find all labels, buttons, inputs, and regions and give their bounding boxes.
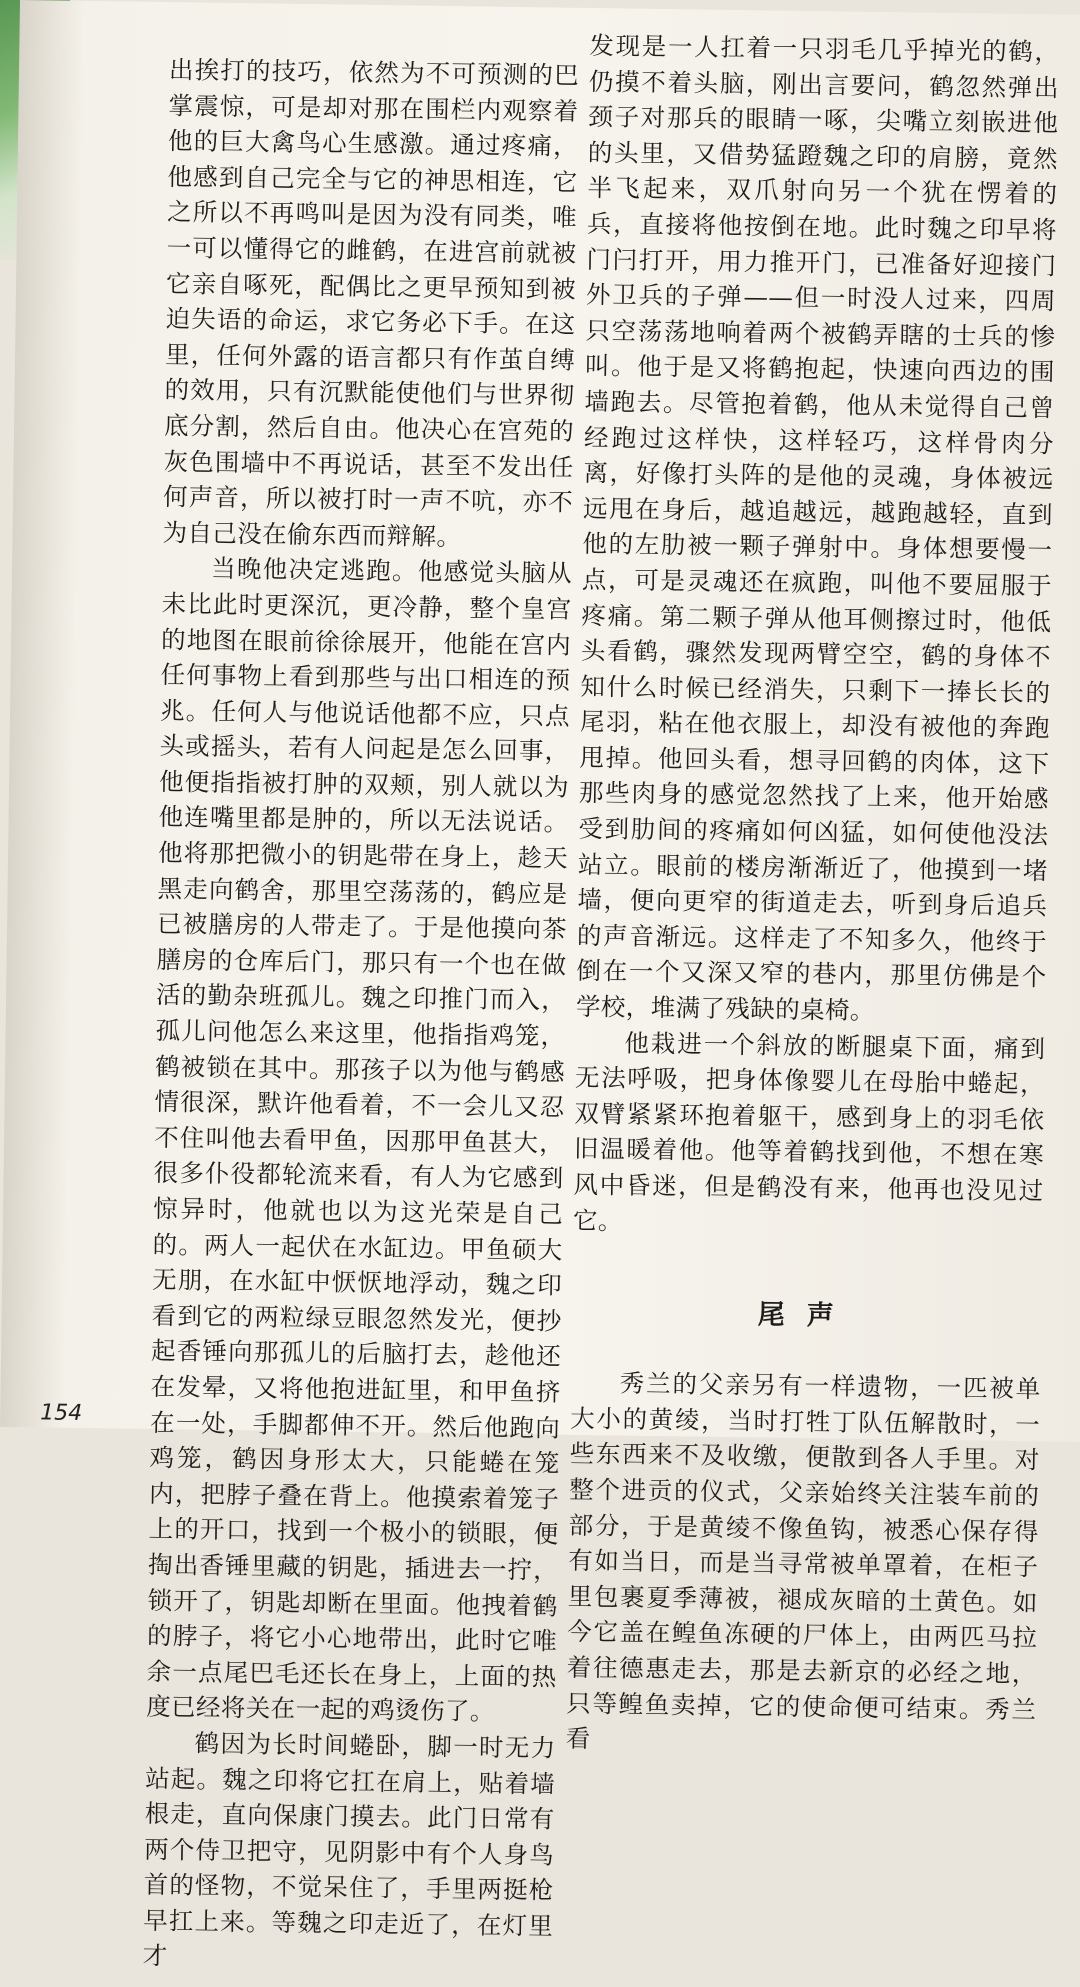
paragraph: 发现是一人扛着一只羽毛几乎掉光的鹤，仍摸不着头脑，刚出言要问，鹤忽然弹出颈子对那兵的眼睛一啄，尖嘴立刻嵌进他的头里，又借势猛蹬魏之印的肩膀，竟然半飞起来，双爪射向另一个犹在愣着的兵，直接将他按倒在地。此时魏之印早将门闩打开，用力推开门，已准备好迎接门外卫兵的子弹——但一时没人过来，四周只空荡荡地响着两个被鹤弄瞎的士兵的惨叫。他于是又将鹤抱起，快速向西边的围墙跑去。尽管抱着鹤，他从未觉得自己曾经跑过这样快，这样轻巧，这样骨肉分离，好像打头阵的是他的灵魂，身体被远远甩在身后，越追越远，越跑越轻，直到他的左肋被一颗子弹射中。身体想要慢一点，可是灵魂还在疯跑，叫他不要屈服于疼痛。第二颗子弹从他耳侧擦过时，他低头看鹤，骤然发现两臂空空，鹤的身体不知什么时候已经消失，只剩下一捧长长的尾羽，粘在他衣服上，却没有被他的奔跑甩掉。他回头看，想寻回鹤的肉体，这下那些肉身的感觉忽然找了上来，他开始感受到肋间的疼痛如何凶猛，如何使他没法站立。眼前的楼房渐渐近了，他摸到一堵墙，便向更窄的街道走去，听到身后追兵的声音渐远。这样走了不知多久，他终于倒在一个又深又窄的巷内，那里仿佛是个学校，堆满了残缺的桌椅。: [575, 30, 1060, 1026]
right-column: [566, 28, 1060, 1763]
paragraph: 出挨打的技巧，依然为不可预测的巴掌震惊，可是却对那在围栏内观察着他的巨大禽鸟心生感激。通过疼痛，他感到自己完全与它的神思相连，它之所以不再鸣叫是因为没有同类，唯一可以懂得它的雌鹤，在进宫前就被它亲自啄死，配偶比之更早预知到被迫失语的命运，求它务必下手。在这里，任何外露的语言都只有作茧自缚的效用，只有沉默能使他们与世界彻底分割，然后自由。他决心在宫苑的灰色围墙中不再说话，甚至不发出任何声音，所以被打时一声不吭，亦不为自己没在偷东西而辩解。: [162, 55, 580, 551]
paragraph: 他栽进一个斜放的断腿桌下面，痛到无法呼吸，把身体像婴儿在母胎中蜷起，双臂紧紧环抱着躯干，感到身上的羽毛依旧温暖着他。他等着鹤找到他，不想在寒风中昏迷，但是鹤没有来，他再也没见过它。: [572, 1028, 1046, 1236]
epilogue-paragraph: 秀兰的父亲另有一样遗物，一匹被单大小的黄绫，当时打牲丁队伍解散时，一些东西来不及收缴，便散到各人手里。对整个进贡的仪式，父亲始终关注装车前的部分，于是黄绫不像鱼钩，被悉心保存得有如当日，而是当寻常被单罩着，在柜子里包裹夏季薄被，褪成灰暗的土黄色。如今它盖在鳇鱼冻硬的尸体上，由两匹马拉着往德惠走去，那是去新京的必经之地，只等鳇鱼卖掉，它的使命便可结束。秀兰看: [565, 1368, 1041, 1754]
paragraph: 当晚他决定逃跑。他感觉头脑从未比此时更深沉，更冷静，整个皇宫的地图在眼前徐徐展开，他能在宫内任何事物上看到那些与出口相连的预兆。任何人与他说话他都不应，只点头或摇头，若有人问起是怎么回事，他便指指被打肿的双颊，别人就以为他连嘴里都是肿的，所以无法说话。他将那把微小的钥匙带在身上，趁天黑走向鹤舍，那里空荡荡的，鹤应是已被膳房的人带走了。于是他摸向茶膳房的仓库后门，那只有一个也在做活的勤杂班孤儿。魏之印推门而入，孤儿问他怎么来这里，他指指鸡笼，鹤被锁在其中。那孩子以为他与鹤感情很深，默许他看着，不一会儿又忍不住叫他去看甲鱼，因那甲鱼甚大，很多仆役都轮流来看，有人为它感到惊异时，他就也以为这光荣是自己的。两人一起伏在水缸边。甲鱼硕大无朋，在水缸中恹恹地浮动，魏之印看到它的两粒绿豆眼忽然发光，便抄起香锤向那孤儿的后脑打去，趁他还在发晕，又将他抱进缸里，和甲鱼挤在一处，手脚都伸不开。然后他跑向鸡笼，鹤因身形太大，只能蜷在笼内，把脖子叠在背上。他摸索着笼子上的开口，找到一个极小的锁眼，便掏出香锤里藏的钥匙，插进去一拧，锁开了，钥匙却断在里面。他拽着鹤的脖子，将它小心地带出，此时它唯余一点尾巴毛还长在身上，上面的热度已经将关在一起的鸡烫伤了。: [145, 554, 573, 1727]
left-column: [142, 52, 579, 1980]
paragraph: 鹤因为长时间蜷卧，脚一时无力站起。魏之印将它扛在肩上，贴着墙根走，直向保康门摸去。此门日常有两个侍卫把守，见阴影中有个人身鸟首的怪物，不觉呆住了，手里两挺枪早扛上来。等魏之印走近了，在灯里才: [142, 1728, 556, 1971]
section-title: 尾声: [757, 1299, 856, 1332]
page-number: 154: [40, 1400, 83, 1427]
